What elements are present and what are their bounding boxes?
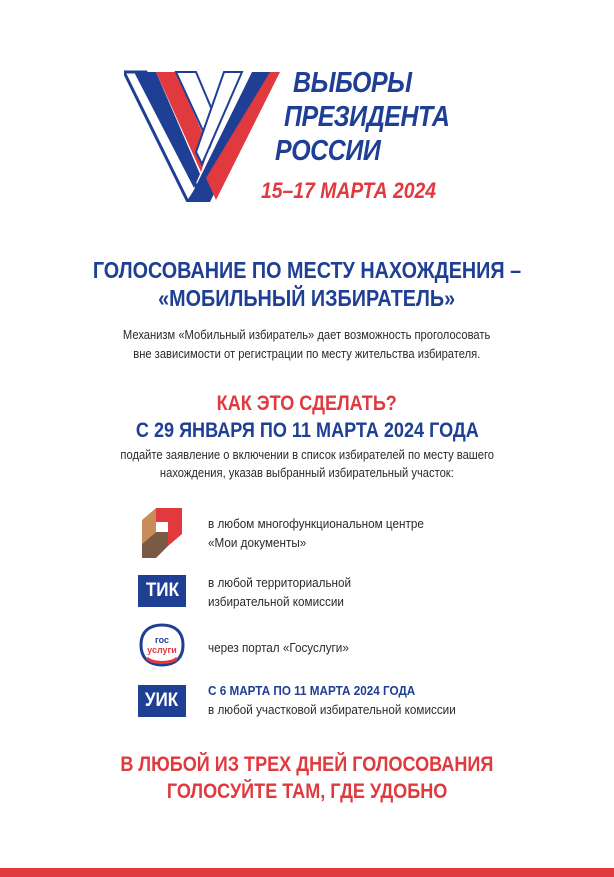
main-heading-line-2: «МОБИЛЬНЫЙ ИЗБИРАТЕЛЬ»	[158, 285, 456, 311]
instruction-line-1: подайте заявление о включении в список избирателей по месту вашего	[120, 447, 494, 462]
instruction-line-2: нахождения, указав выбранный избирательный участок:	[160, 465, 454, 480]
logo-title-line-2: ПРЕЗИДЕНТА	[284, 101, 450, 133]
logo-dates: 15–17 МАРТА 2024	[261, 178, 437, 203]
option-uik-text: С 6 МАРТА ПО 11 МАРТА 2024 ГОДА в любой участковой избирательной комиссии	[208, 683, 456, 717]
logo-title-line-1: ВЫБОРЫ	[293, 67, 412, 99]
option-tik-text: в любой территориальной избирательной комиссии	[208, 575, 352, 609]
final-line-1: В ЛЮБОЙ ИЗ ТРЕХ ДНЕЙ ГОЛОСОВАНИЯ	[120, 753, 494, 776]
option-gosuslugi-text: через портал «Госуслуги»	[208, 640, 349, 655]
uik-badge: УИК	[138, 685, 186, 717]
mfc-logo-icon	[138, 506, 186, 558]
description-line-1: Механизм «Мобильный избиратель» дает возможность проголосовать	[123, 327, 491, 342]
gosuslugi-logo-text-1: гос	[154, 635, 170, 645]
logo-title-line-3: РОССИИ	[275, 135, 381, 167]
gosuslugi-logo-text-2: услуги	[147, 645, 177, 655]
application-period: С 29 ЯНВАРЯ ПО 11 МАРТА 2024 ГОДА	[135, 419, 479, 442]
option-mfc-text: в любом многофункциональном центре «Мои документы»	[208, 516, 424, 550]
how-to-title: КАК ЭТО СДЕЛАТЬ?	[216, 392, 398, 415]
main-heading-line-1: ГОЛОСОВАНИЕ ПО МЕСТУ НАХОЖДЕНИЯ –	[92, 257, 522, 283]
description-line-2: вне зависимости от регистрации по месту жительства избирателя.	[133, 346, 481, 361]
tik-badge: ТИК	[138, 575, 186, 607]
final-line-2: ГОЛОСУЙТЕ ТАМ, ГДЕ УДОБНО	[166, 780, 448, 803]
gosuslugi-logo-icon	[138, 622, 186, 668]
